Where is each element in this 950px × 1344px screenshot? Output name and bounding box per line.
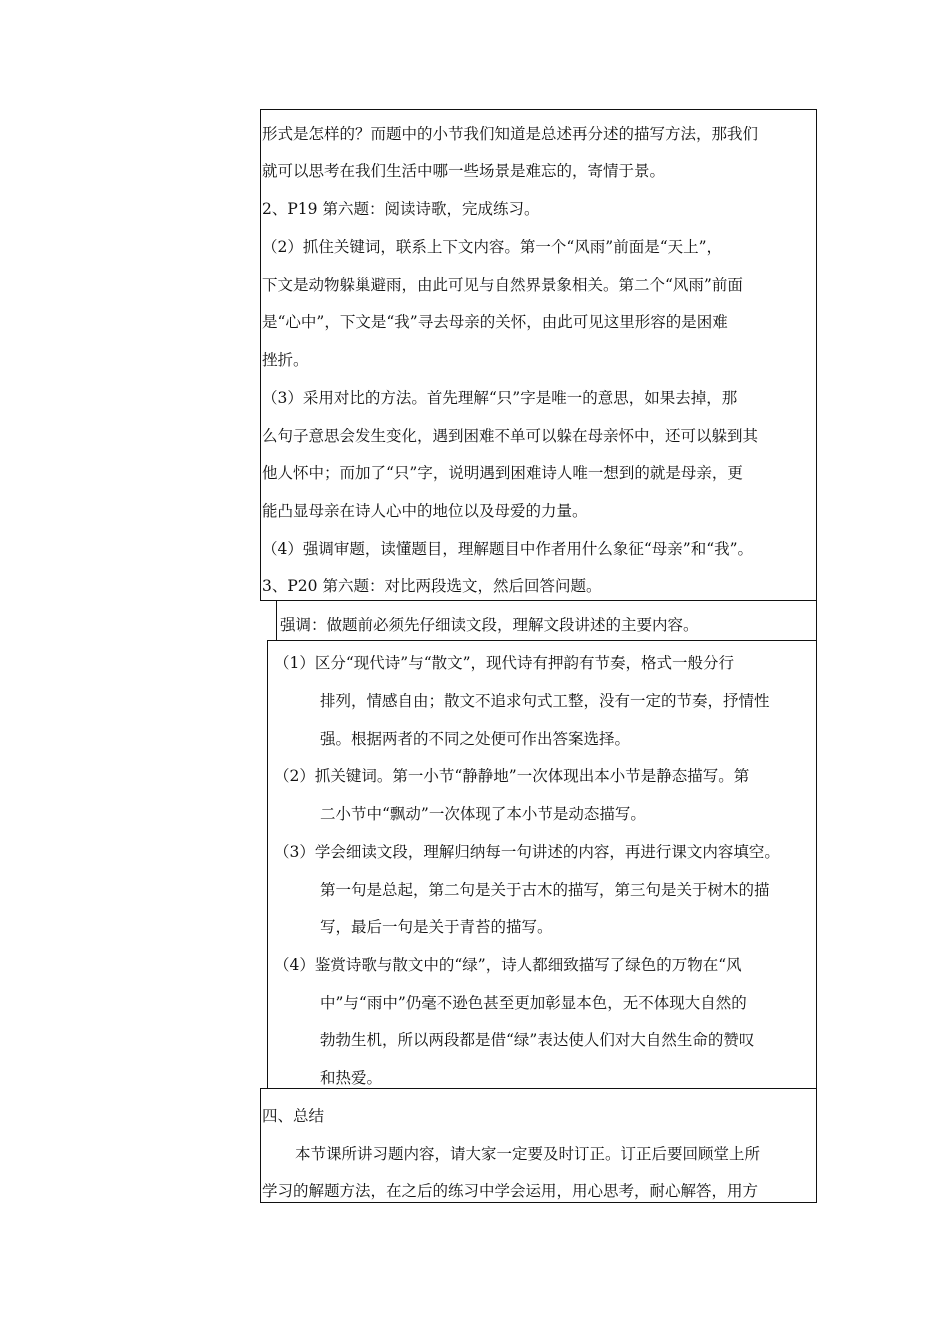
- text-line: 形式是怎样的？而题中的小节我们知道是总述再分述的描写方法，那我们: [262, 125, 759, 143]
- answer-continuation: 排列，情感自由；散文不追求句式工整，没有一定的节奏，抒情性: [320, 692, 770, 710]
- text-line: （4）强调审题，读懂题目，理解题目中作者用什么象征“母亲”和“我”。: [262, 540, 754, 558]
- text-line: 他人怀中；而加了“只”字，说明遇到困难诗人唯一想到的就是母亲，更: [262, 464, 743, 482]
- answer-item: （4）鉴赏诗歌与散文中的“绿”，诗人都细致描写了绿色的万物在“风: [274, 956, 742, 974]
- answer-continuation: 和热爱。: [320, 1069, 383, 1087]
- text-line: 挫折。: [262, 351, 309, 369]
- summary-text: 本节课所讲习题内容，请大家一定要及时订正。订正后要回顾堂上所: [295, 1145, 761, 1163]
- note-line: 强调：做题前必须先仔细读文段，理解文段讲述的主要内容。: [280, 616, 699, 634]
- question-heading: 2、P19 第六题：阅读诗歌，完成练习。: [262, 200, 540, 218]
- answer-continuation: 勃勃生机，所以两段都是借“绿”表达使人们对大自然生命的赞叹: [320, 1031, 755, 1049]
- answer-continuation: 强。根据两者的不同之处便可作出答案选择。: [320, 730, 631, 748]
- text-line: 就可以思考在我们生活中哪一些场景是难忘的，寄情于景。: [262, 162, 666, 180]
- text-line: 是“心中”，下文是“我”寻去母亲的关怀，由此可见这里形容的是困难: [262, 313, 728, 331]
- answer-continuation: 中”与“雨中”仍毫不逊色甚至更加彰显本色，无不体现大自然的: [320, 994, 747, 1012]
- question-heading: 3、P20 第六题：对比两段选文，然后回答问题。: [262, 577, 602, 595]
- answer-continuation: 第一句是总起，第二句是关于古木的描写，第三句是关于树木的描: [320, 881, 770, 899]
- answer-item: （3）学会细读文段，理解归纳每一句讲述的内容，再进行课文内容填空。: [274, 843, 780, 861]
- summary-text: 学习的解题方法，在之后的练习中学会运用，用心思考，耐心解答，用方: [262, 1182, 759, 1200]
- answer-item: （2）抓关键词。第一小节“静静地”一次体现出本小节是静态描写。第: [274, 767, 750, 785]
- answer-continuation: 写，最后一句是关于青苔的描写。: [320, 918, 553, 936]
- section-heading: 四、总结: [262, 1107, 325, 1125]
- text-line: （3）采用对比的方法。首先理解“只”字是唯一的意思，如果去掉，那: [262, 389, 738, 407]
- answer-item: （1）区分“现代诗”与“散文”，现代诗有押韵有节奏，格式一般分行: [274, 654, 735, 672]
- text-line: 能凸显母亲在诗人心中的地位以及母爱的力量。: [262, 502, 588, 520]
- answer-continuation: 二小节中“飘动”一次体现了本小节是动态描写。: [320, 805, 646, 823]
- text-line: （2）抓住关键词，联系上下文内容。第一个“风雨”前面是“天上”，: [262, 238, 723, 256]
- main-table-frame: [260, 109, 817, 601]
- text-line: 下文是动物躲巢避雨，由此可见与自然界景象相关。第二个“风雨”前面: [262, 276, 743, 294]
- text-line: 么句子意思会发生变化，遇到困难不单可以躲在母亲怀中，还可以躲到其: [262, 427, 759, 445]
